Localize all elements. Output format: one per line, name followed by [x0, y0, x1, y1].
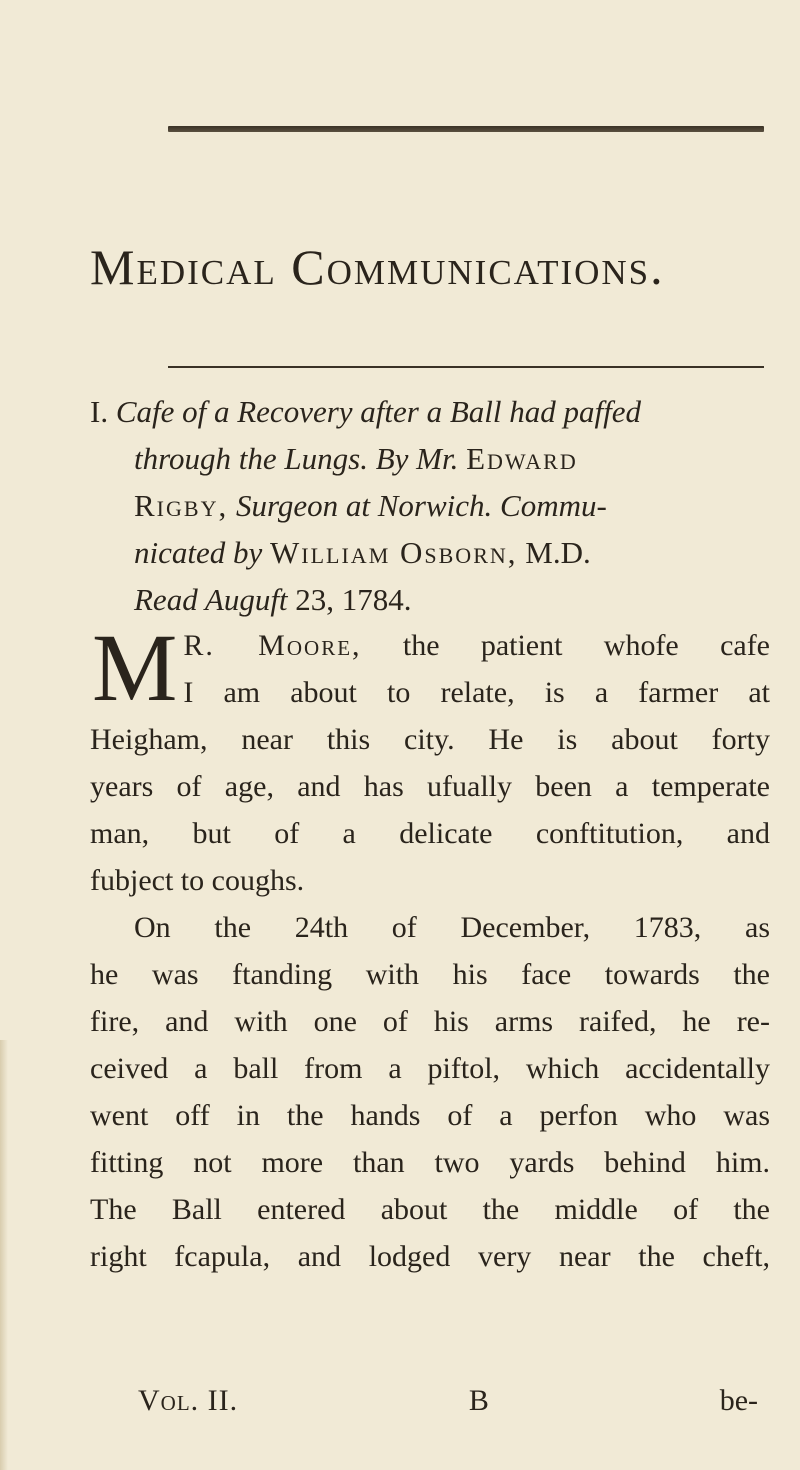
body-line: he was ftanding with his face towards the	[90, 958, 770, 991]
author-last-name: Rigby,	[134, 488, 229, 523]
paragraph-2-line: On the 24th of December, 1783, as	[134, 911, 770, 944]
body-line: fubject to coughs.	[90, 864, 305, 897]
section-divider-rule	[168, 366, 764, 368]
page-footer	[138, 1384, 758, 1418]
body-line: ceived a ball from a piftol, which accidentally	[90, 1052, 770, 1085]
body-line: right fcapula, and lodged very near the cheft,	[90, 1240, 770, 1273]
page-title: Medical Communications.	[90, 239, 665, 295]
volume-label: Vol. II.	[138, 1384, 239, 1417]
signature-mark: B	[468, 1384, 489, 1417]
heading-line-2: through the Lungs. By Mr. Edward	[134, 441, 578, 476]
communicator-name: William Osborn,	[270, 535, 518, 570]
body-line: fitting not more than two yards behind him.	[90, 1146, 770, 1179]
body-line: fire, and with one of his arms raifed, he re-	[90, 1005, 770, 1038]
body-line: R. Moore, the patient whofe cafe	[183, 629, 770, 662]
body-line: man, but of a delicate conftitution, and	[90, 817, 770, 850]
heading-line-3: Rigby, Surgeon at Norwich. Commu-	[134, 488, 607, 523]
heading-title-part-1: Cafe of a Recovery after a Ball had paffed	[115, 394, 641, 429]
body-line: went off in the hands of a perfon who was	[90, 1099, 770, 1132]
body-line: I am about to relate, is a farmer at	[183, 676, 770, 709]
page-edge-shadow	[0, 1040, 8, 1470]
heading-line-1	[90, 388, 770, 435]
heading-line-5: Read Auguft 23, 1784.	[134, 582, 412, 617]
article-heading	[90, 388, 770, 623]
author-first-name: Edward	[466, 441, 578, 476]
article-number: I.	[90, 394, 109, 429]
read-date: 23, 1784.	[295, 582, 412, 617]
article-body	[90, 614, 770, 1280]
drop-cap: M	[92, 614, 178, 721]
body-line: years of age, and has ufually been a temperate	[90, 770, 770, 803]
body-line: The Ball entered about the middle of the	[90, 1193, 770, 1226]
catchword: be-	[719, 1384, 758, 1417]
body-line: Heigham, near this city. He is about forty	[90, 723, 770, 756]
top-ornamental-rule	[168, 126, 764, 132]
heading-line-4: nicated by William Osborn, M.D.	[134, 535, 591, 570]
